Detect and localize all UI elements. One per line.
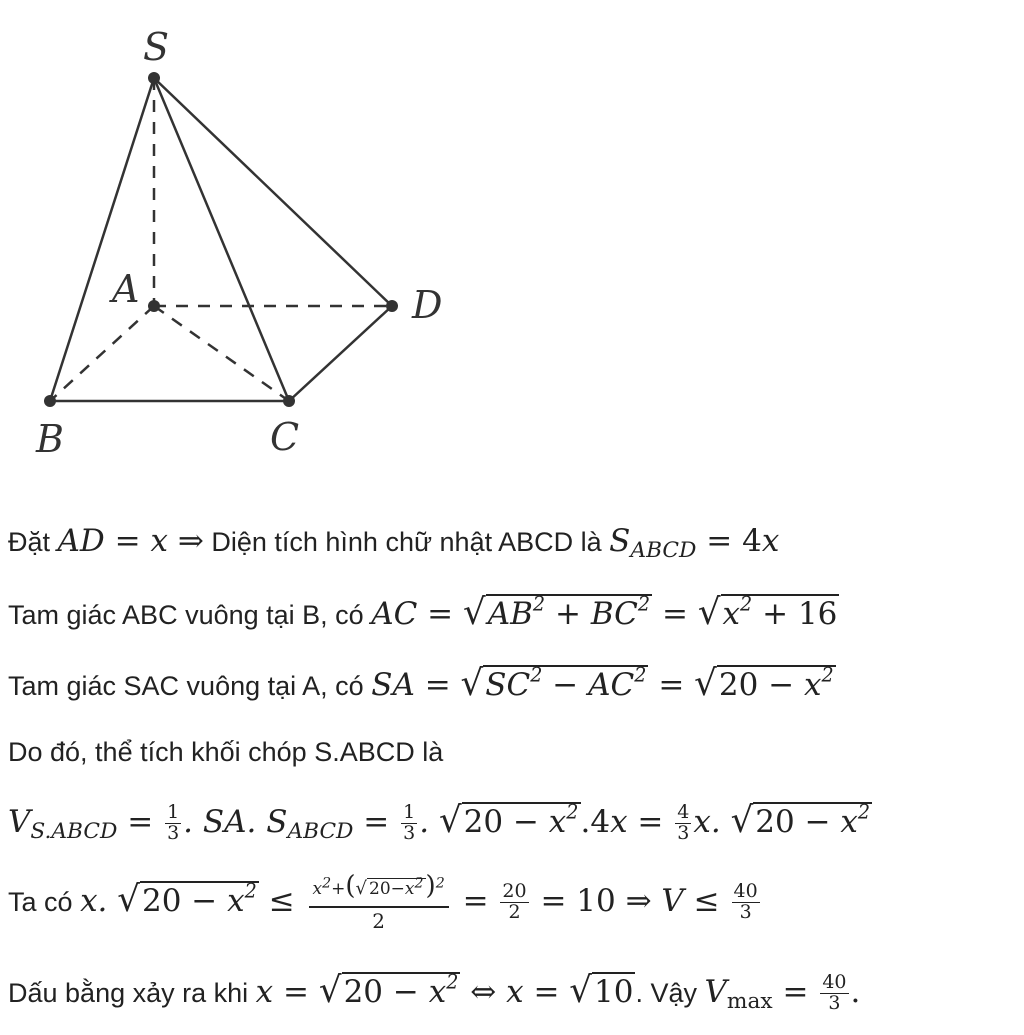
pyramid-figure <box>0 0 480 470</box>
vertex-D <box>386 300 398 312</box>
solution-line-5 <box>8 800 872 844</box>
label-B: B <box>36 417 64 461</box>
solution-line-3 <box>8 663 836 704</box>
line-7-mid: . Vậy <box>635 978 697 1008</box>
formula-area-abcd: $S_{ABCD} = 4x$ <box>609 523 780 564</box>
label-C: C <box>270 415 300 459</box>
formula-ad-eq-x: AD = x ⇒ <box>57 523 204 559</box>
edge-SC <box>154 78 289 401</box>
formula-ac: AC = $√AB^2 + BC^2 = √x^2 + 16$ <box>371 592 838 633</box>
vertex-S <box>148 72 160 84</box>
vertex-C <box>283 395 295 407</box>
label-S: S <box>143 25 170 69</box>
line-1-text: Đặt <box>8 527 51 557</box>
vertex-B <box>44 395 56 407</box>
formula-equality: $x = √20 - x^2$ ⇔ x = √10 <box>255 970 634 1011</box>
label-A: A <box>112 267 140 311</box>
edge-SD <box>154 78 392 306</box>
line-3-text: Tam giác SAC vuông tại A, có <box>8 671 364 701</box>
formula-volume: $V_{S.ABCD}$ = $\frac{1}{3}$ . SA. $S_{ABCD}$ = $\frac{1}{3}$ . $√20 - x^2.4x$ = $\frac{4}{3}$ x. $√20 - x^2$ <box>8 800 871 845</box>
label-D: D <box>412 283 443 327</box>
vertex-A <box>148 300 160 312</box>
line-2-text: Tam giác ABC vuông tại B, có <box>8 600 364 630</box>
edge-CD <box>289 306 392 401</box>
solution-line-6 <box>8 872 762 933</box>
formula-sa: SA = $√SC^2 - AC^2 = √20 - x^2$ <box>371 663 834 704</box>
solution-line-2 <box>8 592 839 633</box>
formula-vmax: $V_{max}$ = $\frac{40}{3}$ . <box>704 971 861 1015</box>
solution-line-7 <box>8 970 860 1014</box>
line-7-text: Dấu bằng xảy ra khi <box>8 978 249 1008</box>
line-6-text: Ta có <box>8 886 73 917</box>
solution-line-4 <box>8 737 443 768</box>
formula-inequality: x. $√20 - x^2$ ≤ $\frac{x^2+(√ 20-x^2)^2}{2}$ = $\frac{20}{2}$ = 10 ⇒ V ≤ $\frac{40}{3}$ <box>80 871 758 933</box>
line-1-mid: Diện tích hình chữ nhật ABCD là <box>211 527 602 557</box>
line-4-text: Do đó, thể tích khối chóp S.ABCD là <box>8 737 444 767</box>
solution-line-1 <box>8 523 779 563</box>
